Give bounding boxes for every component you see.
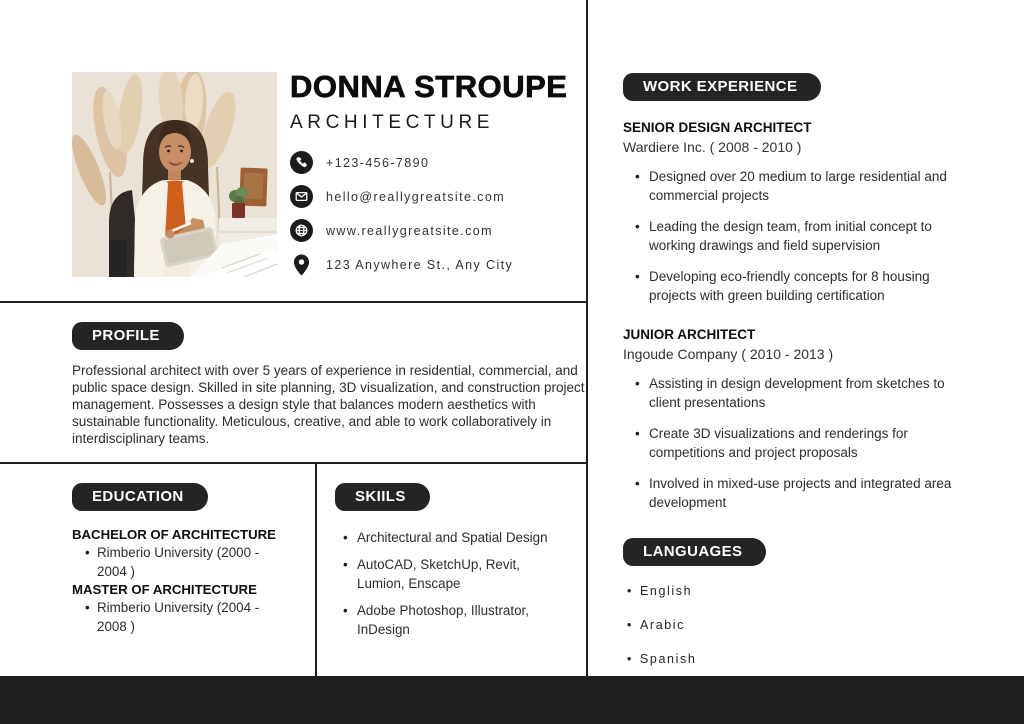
language-item: • English — [623, 582, 923, 601]
vertical-divider-education-skills — [315, 462, 317, 676]
profile-section — [72, 322, 586, 447]
profile-section-badge: PROFILE — [72, 322, 184, 350]
job-bullet: • Create 3D visualizations and renderings for competitions and project proposals — [623, 424, 961, 462]
job-bullet: • Designed over 20 medium to large residential and commercial projects — [623, 167, 961, 205]
globe-icon — [290, 219, 313, 242]
work-experience-section-badge: WORK EXPERIENCE — [623, 73, 821, 101]
profile-photo-illustration — [72, 72, 277, 277]
degree-detail-list — [72, 543, 290, 581]
skill-item: • Architectural and Spatial Design — [335, 528, 552, 547]
job-entry — [623, 326, 998, 512]
degree-detail: • Rimberio University (2000 - 2004 ) — [72, 543, 282, 581]
contact-address-text: 123 Anywhere St., Any City — [326, 258, 514, 272]
email-icon — [290, 185, 313, 208]
degree-detail-list — [72, 598, 290, 636]
name-heading: DONNA STROUPE — [290, 69, 568, 104]
profile-photo — [72, 72, 277, 277]
contact-website-text: www.reallygreatsite.com — [326, 223, 493, 238]
skills-section-badge: SKIILS — [335, 483, 430, 511]
languages-section — [623, 538, 923, 684]
contact-email — [290, 185, 585, 208]
contact-website — [290, 219, 585, 242]
contact-email-text: hello@reallygreatsite.com — [326, 189, 506, 204]
work-experience-section — [623, 73, 998, 524]
job-bullet: • Leading the design team, from initial concept to working drawings and field supervision — [623, 217, 961, 255]
footer-bar — [0, 676, 1024, 724]
phone-icon — [290, 151, 313, 174]
skill-item: • Adobe Photoshop, Illustrator, InDesign — [335, 601, 552, 639]
job-company: Ingoude Company ( 2010 - 2013 ) — [623, 346, 834, 362]
degree-detail: • Rimberio University (2004 - 2008 ) — [72, 598, 282, 636]
horizontal-divider-profile — [0, 462, 587, 464]
job-company: Wardiere Inc. ( 2008 - 2010 ) — [623, 139, 802, 155]
job-bullet-list — [623, 167, 998, 305]
profile-text: Professional architect with over 5 years of experience in residential, commercial, and public space design. Skilled in site planning, 3D visualization, and construction project management. Possesses a design style that balances modern aesthetics with sustainable functionality. Meticulous, creative, and able to work collaboratively in interdisciplinary teams. — [72, 363, 585, 446]
education-section — [72, 483, 290, 636]
language-item: • Spanish — [623, 650, 923, 669]
language-item: • Arabic — [623, 616, 923, 635]
job-bullet-list — [623, 374, 998, 512]
job-title: SENIOR DESIGN ARCHITECT — [623, 120, 812, 135]
degree-title: BACHELOR OF ARCHITECTURE — [72, 527, 276, 542]
skills-list — [335, 528, 555, 639]
education-section-badge: EDUCATION — [72, 483, 208, 511]
job-bullet: • Developing eco-friendly concepts for 8 housing projects with green building certification — [623, 267, 961, 305]
job-title: JUNIOR ARCHITECT — [623, 327, 756, 342]
skill-item: • AutoCAD, SketchUp, Revit, Lumion, Enscape — [335, 555, 552, 593]
horizontal-divider-header — [0, 301, 587, 303]
skills-section — [335, 483, 555, 647]
job-bullet: • Involved in mixed-use projects and integrated area development — [623, 474, 961, 512]
contact-phone-text: +123-456-7890 — [326, 155, 430, 170]
vertical-divider-main — [586, 0, 588, 676]
contact-address — [290, 253, 585, 277]
location-icon — [290, 253, 313, 277]
languages-list — [623, 582, 923, 669]
job-bullet: • Assisting in design development from sketches to client presentations — [623, 374, 961, 412]
languages-section-badge: LANGUAGES — [623, 538, 766, 566]
degree-title: MASTER OF ARCHITECTURE — [72, 582, 257, 597]
contact-list — [290, 151, 585, 277]
contact-phone — [290, 151, 585, 174]
job-entry — [623, 119, 998, 305]
role-subtitle: ARCHITECTURE — [290, 112, 495, 133]
header-block — [290, 70, 585, 277]
